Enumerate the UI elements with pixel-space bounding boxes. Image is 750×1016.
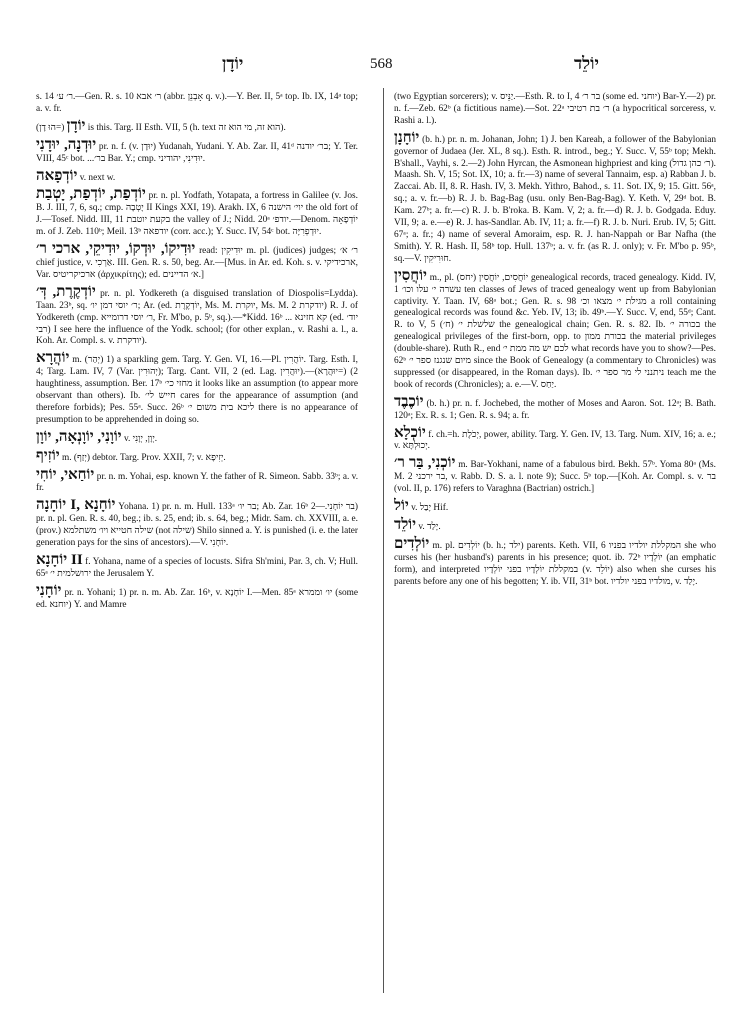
entry-headword: יוֹדְקֶרֶת, דְּ׳ <box>36 283 96 300</box>
dictionary-entry <box>36 119 358 135</box>
dictionary-entry <box>394 537 716 589</box>
header-left-headword: יוֹדָן <box>222 54 244 73</box>
dictionary-entry <box>394 499 716 515</box>
dictionary-entry <box>36 138 358 166</box>
dictionary-entry <box>36 88 358 116</box>
entry-text: m. (יְזַף) debtor. Targ. Prov. XXII, 7; v. יְזִיפָא. <box>62 452 226 463</box>
dictionary-entry <box>394 426 716 454</box>
entry-text: read: יוּדִיקִין m. pl. (judices) judges; ר׳ א׳ chief justice, v. אַרְכִי. III. Gen. R. s. 50, beg. Ar.—[Mus. in Ar. ed. Koh. s. v. ארכידיקי, Var. ארכיקריטיס (ἀρχικρίτης); ed. א׳ הדיינים.] <box>36 246 358 280</box>
entry-headword: יוֹהֲרָא <box>36 350 70 367</box>
dictionary-entry <box>36 449 358 465</box>
page-header <box>52 52 712 78</box>
entry-headword: יוֹלֵד <box>394 517 417 533</box>
entry-text: (=הוּ דָן) is this. Targ. II Esth. VII, 5 (h. text הוא זה, מי הוא זה). <box>36 122 286 133</box>
entry-text: pr. n. f. (v. יוּדָן) Yudanah, Yudani. Y. Ab. Zar. II, 41ᵈ בר׳ יודנה; Y. Ter. VIII, 45ᶜ bot. ...בר׳ Bar. Y.; cmp. יוּדִינִי, יהודיני. <box>36 141 358 164</box>
entry-headword: יוֹדְפָאה <box>36 167 78 184</box>
entry-headword: יוֹוָנִי, יוֹוָנְאָה, יוֹוָן <box>36 428 122 445</box>
entry-text: m. (יְהַר) 1) a sparkling gem. Targ. Y. Gen. VI, 16.—Pl. יוֹהֲרִין. Targ. Esth. I, 4; Targ. Lam. IV, 7 (Var. יְהוּרִין); Targ. Cant. VII, 2 (ed. Lag. יוּהֲרִין).—2) (=יוּהֲרָא) haughtiness, assumption. Ber. 17ᵇ מחזי כי׳ it looks like an assumption (to appear more observant than others). Ib. חייש לי׳ cares for the appearance of assumption (and therefore forbids); Pes. 55ᵃ. Succ. 26ᵇ ליכא בית משום י׳ there is no appearance of presumption to be apprehended in doing so. <box>36 355 358 425</box>
dictionary-entry <box>394 456 716 496</box>
dictionary-entry <box>36 430 358 446</box>
dictionary-entry <box>36 553 358 581</box>
entry-headword: יוֹלְדִים <box>394 535 430 552</box>
entry-text: f. ch.=h. יְכֹלֶת, power, ability. Targ. Y. Gen. IV, 13. Targ. Num. XIV, 16; a. e.; v. יְכוּלְתָּא. <box>394 429 716 452</box>
entry-text: pr. n. pl. Yodkereth (a disguised translation of Diospolis=Lydda). Taan. 23ᵇ, sq. ר׳ יוסי דמן יו׳; Ar. (ed. יוֹדְקֶרֶת, Ms. M. יוקרת, Ms. M. 2 יודקרת) R. J. of Yodkereth (cmp. ר׳ יוסי דרומייא, Fr. M'bo, p. 5ᵇ, sq.).—*Kidd. 16ᵇ ... קא חזינא (ed. יוד׳ רבי) I see here the influence of the Yodk. school; (for other explan., v. Rashi a. l., a. Koh. Ar. Compl. s. v. יודקרת). <box>36 288 358 347</box>
dictionary-entry <box>36 584 358 612</box>
entry-headword: יוֹחָנָן <box>394 129 420 146</box>
dictionary-entry <box>394 395 716 423</box>
dictionary-entry <box>394 88 716 128</box>
entry-text: v. יָלַד. <box>418 522 441 532</box>
entry-headword: יוֹל <box>394 498 409 515</box>
entry-text: m. pl. יוֹלְדִים (b. h.; ילד) parents. Keth. VII, 6 המקללת יולדיו בפניו she who curses his (her husband's) parents in his presence; quot. ib. 72ᵇ יוֹלְדָיו (an emphatic form), and interpreted במקללת יוֹלְדָיו בפני יוֹלְדָיו (v. יוֹלֵד) also when she curses his parents before any one of his begotten; Y. ib. VII, 31ᵇ bot. מולדיו בפני יולדיו, v. יָלַד. <box>394 540 716 587</box>
right-column <box>394 88 716 1000</box>
entry-text: Yohana. 1) pr. n. m. Hull. 133ᵃ בר יו׳; Ab. Zar. 16ᵇ בר יוֹחָנִי.—2) pr. n. pl. Gen. R. s. 40, beg.; ib. s. 25, end; ib. s. 64, beg.; Midr. Sam. ch. XXVIII, a. e. (prov.) שילה חטייא ויו׳ משתלמא (not שילה) Shilo sinned a. Y. is punished (i. e. the later generation pays for the sins of ancestors).—V. יוֹחָנִי. <box>36 502 358 549</box>
dictionary-entry <box>36 498 358 550</box>
entry-text: v. next w. <box>79 172 116 183</box>
dictionary-entry <box>36 468 358 496</box>
entry-headword: יוּדְנָה, יוּדָנִי <box>36 136 97 153</box>
dictionary-entry <box>394 518 716 534</box>
entry-headword: יוֹזִיף <box>36 447 60 464</box>
header-right-headword: יוֹלֵד <box>574 54 599 73</box>
entry-text: (two Egyptian sorcerers); v. יַנֵּיס.—Esth. R. to I, 4 בר ר׳ (some ed. יוחני) Bar-Y.—2) pr. n. f.—Zeb. 62ᵇ (a fictitious name).—Sot. 22ᵃ ר׳ בת רטיבי (a hypocritical sorceress, v. Rashi a. l.). <box>394 92 716 126</box>
entry-headword: יוֹכֶבֶד <box>394 393 424 410</box>
entry-headword: יוֹחָנִי <box>36 582 62 599</box>
dictionary-entry <box>36 351 358 426</box>
entry-headword: יוֹכְלָא <box>394 424 426 441</box>
dictionary-entry <box>394 131 716 266</box>
entry-headword: יוֹכְנִי, בַּר ר׳ <box>394 455 456 472</box>
entry-headword: יוֹדָן <box>66 117 86 134</box>
entry-text: s. 14 ר׳ ע׳.—Gen. R. s. 10 ר׳ אבא (abbr. אָבְנֵן q. v.).—Y. Ber. II, 5ᵃ top. Ib. IX, 14ᵃ top; a. v. fr. <box>36 92 358 114</box>
entry-text: (b. h.) pr. n. m. Johanan, John; 1) J. ben Kareah, a follower of the Babylonian governor of Judaea (Jer. XL, 8 sq.). Esth. R. introd., beg.; Y. Succ. V, 55ᵇ top; Mekh. B'shall., Vayhi, s. 2.—2) John Hyrcan, the Asmonean highpriest and king (ר׳ כהן גדול). Maash. Sh. V, 15; Sot. IX, 10; a. fr.—3) name of several Tannaim, esp. a) Rabban J. b. Zaccai. Ab. II, 8. R. Hash. IV, 3. Mekh. Yithro, Bahod., s. 11. Sot. IX, 9; 15. Gitt. 56ᵃ, sq.; a. v. fr.—b) R. J. b. Bag-Bag (usu. only Ben-Bag-Bag). Y. Keth. V, 29ᵈ bot. B. Kam. 27ᵇ; a. fr.—c) R. J. b. B'roka. B. Kam. V, 2; a. fr.—d) R. J. b. Godgada. Eduy. VII, 9; a. e.—e) R. J. has-Sandlar. Ab. IV, 11; a. fr.—f) R. J. b. Nuri. Erub. IV, 5; Gitt. 67ᵃ; a. fr.; 4) name of several Amoraim, esp. R. J. han-Nappah or Bar Nafha (the Smith). Y. R. Hash. II, 58ᵇ top. Hull. 137ᵇ; a. v. fr. (as R. J. only); v. Fr. M'bo p. 95ᵇ, sq.—V. חוּרִיקִין. <box>394 134 716 264</box>
entry-text: v. יָבַל Hif. <box>411 503 449 514</box>
entry-headword: יוֹחַאי, יוֹחִי <box>36 466 95 483</box>
column-divider <box>383 88 384 993</box>
entry-headword: יוֹחָנָה I, יוֹחָנָא <box>36 497 116 514</box>
entry-headword: יוֹחֲסִין <box>394 267 427 284</box>
entry-headword: יוֹדְפַת, יוֹדְפַת, יָטְבַת <box>36 186 146 203</box>
entry-text: pr. n. pl. Yodfath, Yotapata, a fortress in Galilee (v. Jos. B. J. III, 7, 6, sq.; cmp. יָטְבָה II Kings XXI, 19). Arakh. IX, 6 יוי׳ הישנה the old fort of J.—Tosef. Nidd. III, 11 בקעת יוטבת the valley of J.; Nidd. 20ᵃ יודפ׳.—Denom. יוֹדְפָאָה m. of J. Zeb. 110ᵇ; Meil. 13ᵇ יודפאה (corr. acc.); Y. Succ. IV, 54ᶜ bot. יוּדְפְרִיָּה. <box>36 191 358 238</box>
entry-headword: יוֹחָנָא II <box>36 552 83 568</box>
dictionary-entry <box>36 242 358 282</box>
dictionary-entry <box>36 187 358 239</box>
dictionary-entry <box>36 169 358 185</box>
entry-text: (b. h.) pr. n. f. Jochebed, the mother of Moses and Aaron. Sot. 12ᵃ; B. Bath. 120ᵃ; Ex. R. s. 1; Gen. R. s. 94; a. fr. <box>394 398 716 421</box>
entry-text: v. יְוָן, יְוָנִי. <box>123 433 158 444</box>
page-number: 568 <box>370 56 393 72</box>
left-column <box>36 88 358 1000</box>
dictionary-entry <box>36 285 358 349</box>
entry-text: m., pl. יוֹחֲסִים, יוֹחֲסִין (יחס) genealogical records, traced genealogy. Kidd. IV, 1 עשרה י׳ עלו וכו׳ ten classes of Jews of traced genealogy went up from Babylonian captivity. Y. Taan. IV, 68ᵃ bot.; Gen. R. s. 98 מגילת י׳ מצאו וכ׳ a roll containing genealogical records was found &c. Yeb. IV, 13; ib. 49ᵇ.—Y. Succ. V, end, 55ᵈ; Cant. R. to V, 5 שלשלת י׳ (ח׳) the genealogical chain; Gen. R. s. 82. Ib. בכורה י׳ the genealogical privileges of the first-born, opp. to בכורת ממון the material privileges (double-share). Ruth R., end לכם יש מה ממת י׳ what records have you to show?—Pes. 62ᵇ מיום שנגנז ספר י׳ since the Book of Genealogy (a commentary to Chronicles) was suppressed (or disappeared, in the Roman days). Ib. ניתנני לי מר ספר י׳ teach me the book of records (Chronicles); a. e.—V. יַחַס. <box>394 272 716 390</box>
dictionary-entry <box>394 269 716 392</box>
entry-text: m. Bar-Yokhani, name of a fabulous bird. Bekh. 57ᵇ. Yoma 80ᵃ (Ms. M. 2 בר ירכני, v. Rabb. D. S. a. l. note 9); Succ. 5ᵇ top.—[Koh. Ar. Compl. s. v. בר (vol. II, p. 176) refers to Varaghna (Bactrian) ostrich.] <box>394 460 716 495</box>
entry-headword: יוּדִיקוֹ, יוּדְקוֹ, יוּדִיקֵי, ארכי ר׳ <box>36 241 196 258</box>
entry-text: pr. n. m. Yohai, esp. known Y. the father of R. Simeon. Sabb. 33ᵇ; a. v. fr. <box>36 471 358 494</box>
entry-text: f. Yohana, name of a species of locusts. Sifra Sh'mini, Par. 3, ch. V; Hull. 65ᵃ ירושלמית י׳ the Jerusalem Y. <box>36 557 358 579</box>
entry-text: pr. n. Yohani; 1) pr. n. m. Ab. Zar. 16ᵇ, v. יוֹחָנָא I.—Men. 85ᵃ יו׳ וממרא (some ed. יוחנא) Y. and Mamre <box>36 587 358 610</box>
